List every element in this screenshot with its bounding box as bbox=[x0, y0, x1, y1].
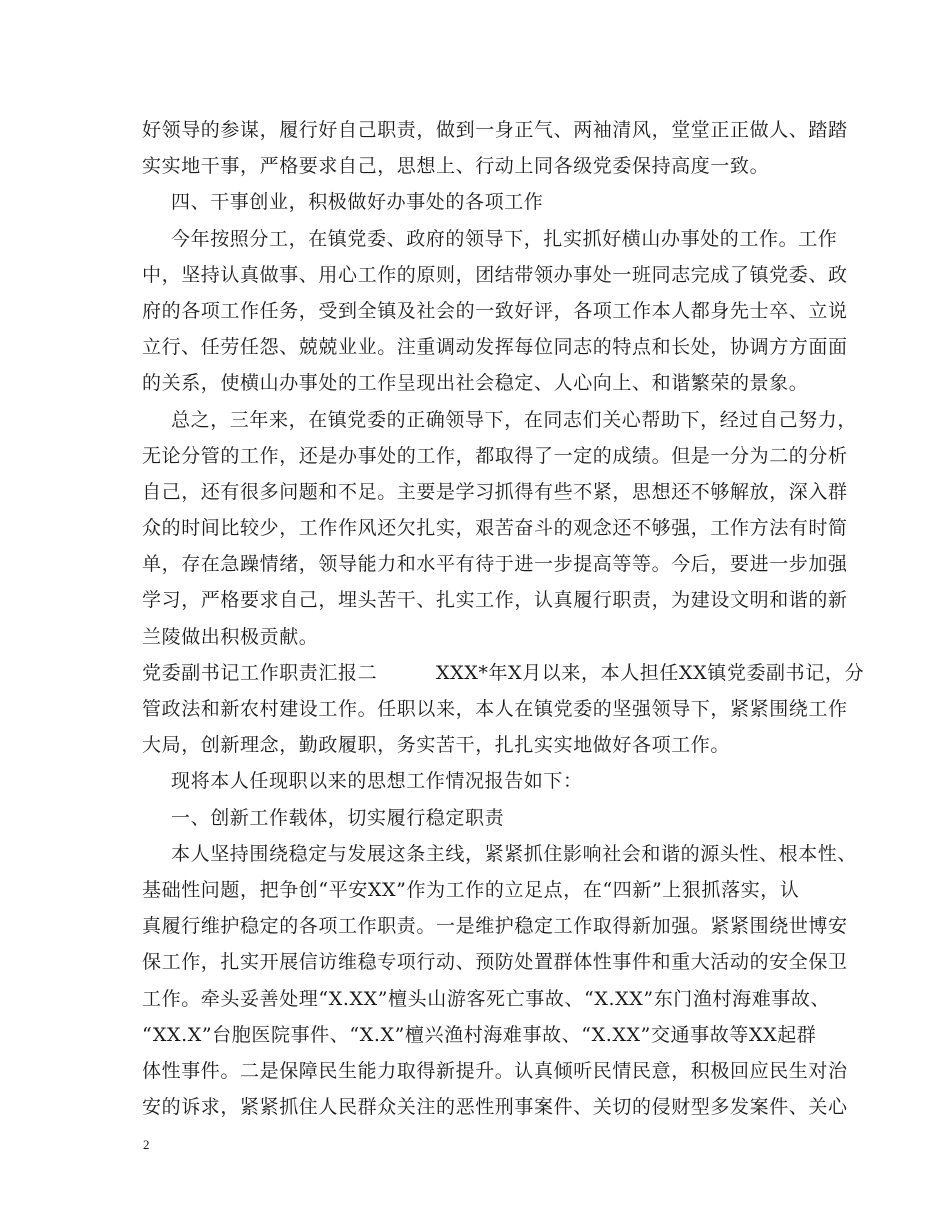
text-line: 现将本人任现职以来的思想工作情况报告如下： bbox=[171, 770, 583, 793]
text-line: 体性事件。二是保障民生能力取得新提升。认真倾听民情民意，积极回应民生对治 bbox=[142, 1059, 848, 1082]
page-number: 2 bbox=[143, 1137, 150, 1152]
text-line: 一、创新工作载体，切实履行稳定职责 bbox=[171, 806, 505, 829]
text-line: 众的时间比较少，工作作风还欠扎实，艰苦奋斗的观念还不够强，工作方法有时简 bbox=[142, 517, 848, 540]
text-line: 党委副书记工作职责汇报二 XXX*年X月以来，本人担任XX镇党委副书记，分 bbox=[142, 661, 865, 684]
text-line: 大局，创新理念，勤政履职，务实苦干，扎扎实实地做好各项工作。 bbox=[142, 734, 731, 757]
text-line: 安的诉求，紧紧抓住人民群众关注的恶性刑事案件、关切的侵财型多发案件、关心 bbox=[142, 1096, 848, 1119]
text-line: 无论分管的工作，还是办事处的工作，都取得了一定的成绩。但是一分为二的分析 bbox=[142, 444, 848, 467]
text-line: 总之，三年来，在镇党委的正确领导下，在同志们关心帮助下，经过自己努力， bbox=[171, 408, 858, 431]
text-line: 学习，严格要求自己，埋头苦干、扎实工作，认真履行职责，为建设文明和谐的新 bbox=[142, 589, 848, 612]
text-line: 好领导的参谋，履行好自己职责，做到一身正气、两袖清风，堂堂正正做人、踏踏 bbox=[142, 119, 848, 141]
text-line: 本人坚持围绕稳定与发展这条主线，紧紧抓住影响社会和谐的源头性、根本性、 bbox=[171, 842, 858, 865]
text-line: 四、干事创业，积极做好办事处的各项工作 bbox=[171, 191, 544, 214]
text-line: 立行、任劳任怨、兢兢业业。注重调动发挥每位同志的特点和长处，协调方方面面 bbox=[142, 336, 848, 359]
text-line: 今年按照分工，在镇党委、政府的领导下，扎实抓好横山办事处的工作。工作 bbox=[171, 227, 838, 250]
text-line: 单，存在急躁情绪，领导能力和水平有待于进一步提高等等。今后，要进一步加强 bbox=[142, 553, 848, 576]
text-line: 工作。牵头妥善处理“X.XX”檀头山游客死亡事故、“X.XX”东门渔村海难事故、 bbox=[142, 987, 831, 1010]
text-line: 兰陵做出积极贡献。 bbox=[142, 625, 319, 648]
text-line: 基础性问题，把争创“平安XX”作为工作的立足点，在“四新”上狠抓落实，认 bbox=[142, 878, 800, 901]
text-line: 自己，还有很多问题和不足。主要是学习抓得有些不紧，思想还不够解放，深入群 bbox=[142, 480, 848, 503]
text-line: “XX.X”台胞医院事件、“X.X”檀兴渔村海难事故、“X.XX”交通事故等XX起群 bbox=[142, 1023, 817, 1046]
text-line: 实实地干事，严格要求自己，思想上、行动上同各级党委保持高度一致。 bbox=[142, 155, 770, 178]
text-line: 中，坚持认真做事、用心工作的原则，团结带领办事处一班同志完成了镇党委、政 bbox=[142, 263, 848, 286]
body-text bbox=[142, 112, 865, 1125]
text-line: 府的各项工作任务，受到全镇及社会的一致好评，各项工作本人都身先士卒、立说 bbox=[142, 299, 848, 322]
text-line: 真履行维护稳定的各项工作职责。一是维护稳定工作取得新加强。紧紧围绕世博安 bbox=[142, 915, 848, 938]
text-line: 管政法和新农村建设工作。任职以来，本人在镇党委的坚强领导下，紧紧围绕工作 bbox=[142, 698, 848, 720]
text-line: 的关系，使横山办事处的工作呈现出社会稳定、人心向上、和谐繁荣的景象。 bbox=[142, 372, 809, 395]
text-line: 保工作，扎实开展信访维稳专项行动、预防处置群体性事件和重大活动的安全保卫 bbox=[142, 951, 848, 974]
